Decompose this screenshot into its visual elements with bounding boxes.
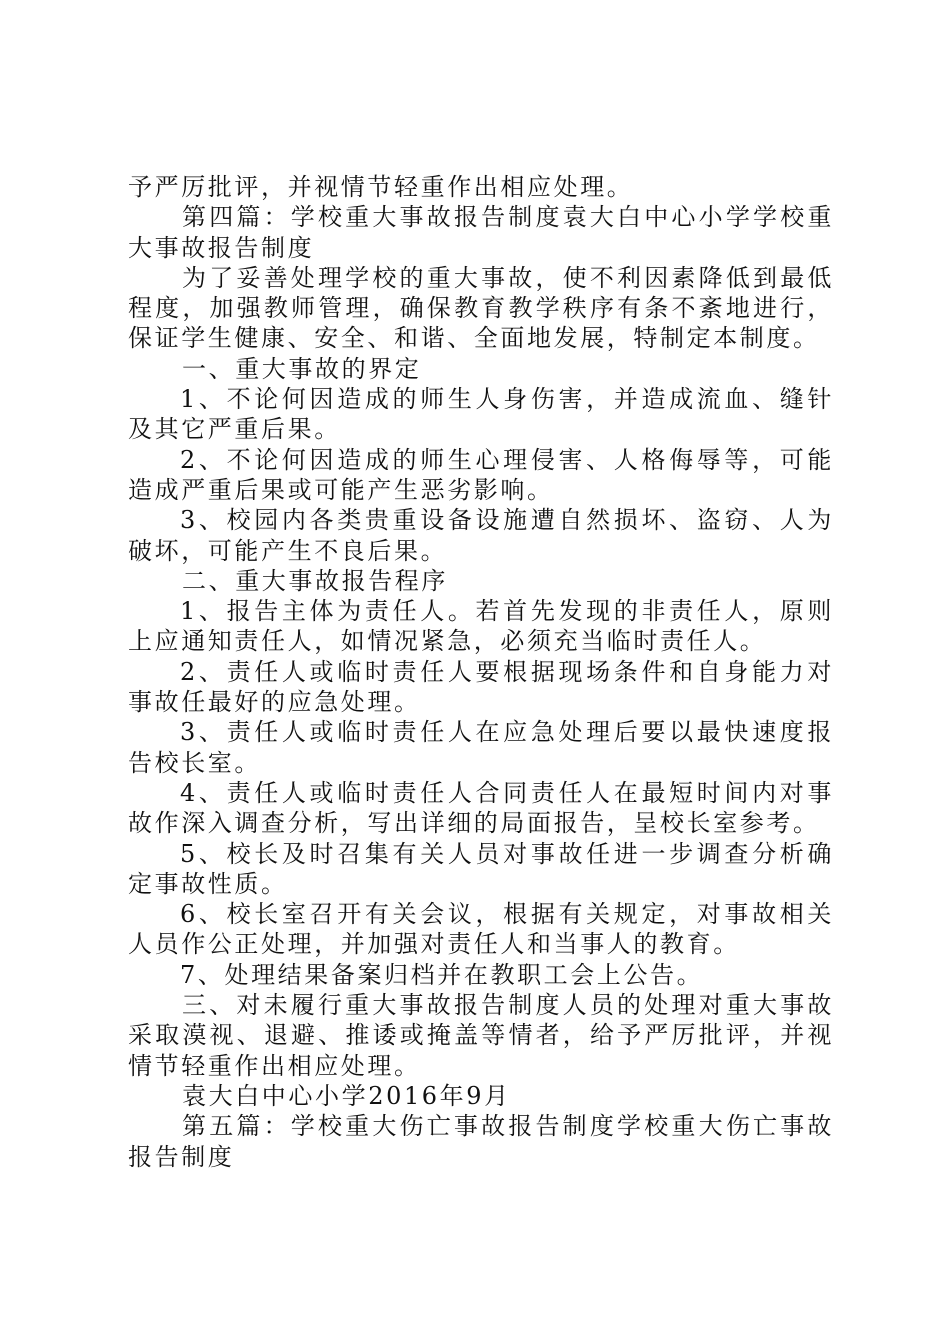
list-item-definition-1: 1、不论何因造成的师生人身伤害，并造成流血、缝针及其它严重后果。 — [128, 385, 834, 444]
list-item-procedure-6: 6、校长室召开有关会议，根据有关规定，对事故相关人员作公正处理，并加强对责任人和当事人的教育。 — [128, 900, 834, 959]
list-item-procedure-3: 3、责任人或临时责任人在应急处理后要以最快速度报告校长室。 — [128, 718, 834, 777]
list-item-procedure-2: 2、责任人或临时责任人要根据现场条件和自身能力对事故任最好的应急处理。 — [128, 657, 834, 717]
list-item-procedure-7: 7、处理结果备案归档并在教职工会上公告。 — [180, 960, 704, 989]
section-heading-chapter-4: 第四篇：学校重大事故报告制度袁大白中心小学学校重大事故报告制度 — [128, 203, 834, 262]
paragraph-continuation: 予严厉批评，并视情节轻重作出相应处理。 — [128, 173, 634, 201]
document-body — [128, 172, 834, 1172]
heading-penalty: 三、对未履行重大事故报告制度人员的处理对重大事故采取漠视、退避、推诿或掩盖等情者，给予严厉批评，并视情节轻重作出相应处理。 — [128, 991, 834, 1080]
signature-date: 袁大白中心小学2016年9月 — [182, 1081, 511, 1110]
list-item-definition-2: 2、不论何因造成的师生心理侵害、人格侮辱等，可能造成严重后果或可能产生恶劣影响。 — [128, 445, 834, 504]
heading-definition: 一、重大事故的界定 — [182, 354, 422, 383]
heading-procedure: 二、重大事故报告程序 — [182, 566, 448, 595]
list-item-procedure-5: 5、校长及时召集有关人员对事故任进一步调查分析确定事故性质。 — [128, 839, 834, 898]
paragraph-intro: 为了妥善处理学校的重大事故，使不利因素降低到最低程度，加强教师管理，确保教育教学秩序有条不紊地进行，保证学生健康、安全、和谐、全面地发展，特制定本制度。 — [128, 263, 834, 353]
list-item-procedure-1: 1、报告主体为责任人。若首先发现的非责任人，原则上应通知责任人，如情况紧急，必须充当临时责任人。 — [128, 597, 834, 656]
section-heading-chapter-5: 第五篇：学校重大伤亡事故报告制度学校重大伤亡事故报告制度 — [128, 1112, 834, 1171]
list-item-definition-3: 3、校园内各类贵重设备设施遭自然损坏、盗窃、人为破坏，可能产生不良后果。 — [128, 506, 834, 565]
list-item-procedure-4: 4、责任人或临时责任人合同责任人在最短时间内对事故作深入调查分析，写出详细的局面报告，呈校长室参考。 — [128, 778, 834, 838]
